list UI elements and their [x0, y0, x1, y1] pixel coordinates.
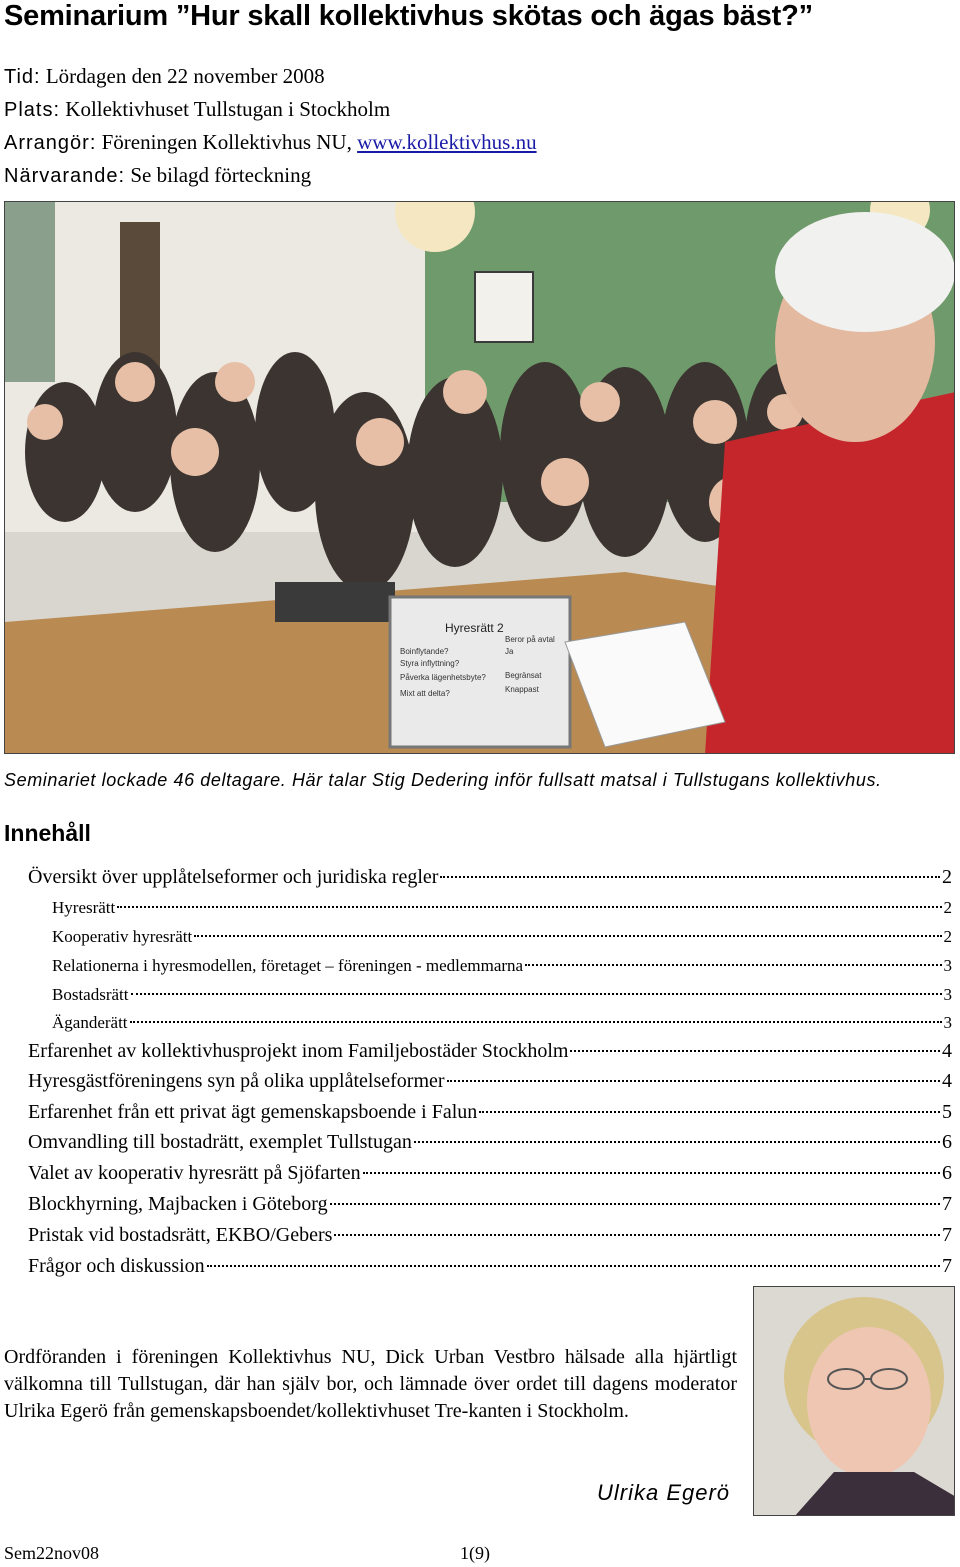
toc-entry-title: Omvandling till bostadrätt, exemplet Tullstugan [28, 1131, 412, 1153]
toc-leader-dots [131, 993, 942, 995]
toc-leader-dots [570, 1050, 940, 1052]
slide-right-0: Beror på avtal [505, 635, 555, 644]
portrait-photo [753, 1286, 955, 1516]
toc-entry-title: Valet av kooperativ hyresrätt på Sjöfarten [28, 1162, 361, 1184]
portrait-caption: Ulrika Egerö [597, 1480, 731, 1505]
toc-entry-title: Översikt över upplåtelseformer och juridiska regler [28, 866, 439, 888]
meta-narvarande [4, 163, 311, 188]
toc-entry-page: 6 [942, 1131, 952, 1153]
toc-entry-page: 2 [943, 898, 952, 917]
toc-entry-title: Kooperativ hyresrätt [52, 927, 193, 946]
toc-entry-page: 2 [942, 866, 952, 888]
slide-left-0: Boinflytande? [400, 647, 449, 656]
toc-entry-title: Erfarenhet av kollektivhusprojekt inom Familjebostäder Stockholm [28, 1040, 569, 1062]
toc-entry[interactable] [28, 1070, 952, 1093]
toc-entry-page: 5 [942, 1101, 952, 1123]
toc-leader-dots [363, 1172, 940, 1174]
toc-entry-title: Hyresgästföreningens syn på olika upplåtelseformer [28, 1070, 445, 1092]
toc-leader-dots [194, 935, 941, 937]
intro-paragraph: Ordföranden i föreningen Kollektivhus NU, Dick Urban Vestbro hälsade alla hjärtligt välkomna till Tullstugan, där han själv bor, och lämnade över ordet till dagens moderator Ulrika Egerö från gemenskapsboendet/kollektivhuset Tre-kanten i Stockholm. [4, 1346, 737, 1422]
slide-left-3: Mixt att delta? [400, 689, 450, 698]
seminar-photo [4, 201, 955, 754]
meta-narvarande-value: Se bilagd förteckning [130, 163, 312, 187]
toc-entry-page: 7 [942, 1193, 952, 1215]
slide-title: Hyresrätt 2 [445, 621, 504, 635]
footer-doc-id: Sem22nov08 [4, 1543, 100, 1563]
footer-page-number: 1(9) [460, 1543, 490, 1563]
toc-entry-title: Frågor och diskussion [28, 1255, 205, 1277]
toc-entry[interactable] [28, 1255, 952, 1278]
slide-right-2: Begränsat [505, 671, 542, 680]
meta-plats-label: Plats: [4, 99, 61, 121]
toc-entry-page: 7 [942, 1255, 952, 1277]
toc-entry[interactable] [28, 1131, 952, 1154]
slide-left-2: Påverka lägenhetsbyte? [400, 673, 486, 682]
toc-entry-title: Erfarenhet från ett privat ägt gemenskapsboende i Falun [28, 1101, 478, 1123]
portrait-illustration [754, 1287, 955, 1516]
toc-leader-dots [117, 906, 941, 908]
meta-arrangor-value: Föreningen Kollektivhus NU, [101, 130, 352, 154]
toc-leader-dots [440, 876, 940, 878]
toc-heading: Innehåll [4, 820, 91, 846]
toc-entry-page: 7 [942, 1224, 952, 1246]
slide-right-3: Knappast [505, 685, 539, 694]
photo-caption: Seminariet lockade 46 deltagare. Här talar Stig Dedering inför fullsatt matsal i Tullstugans kollektivhus. [4, 770, 882, 790]
meta-narvarande-label: Närvarande: [4, 165, 126, 187]
toc-entry[interactable] [52, 898, 952, 918]
toc-entry[interactable] [28, 1101, 952, 1124]
toc-entry-title: Blockhyrning, Majbacken i Göteborg [28, 1193, 328, 1215]
meta-tid-label: Tid: [4, 66, 41, 88]
toc-leader-dots [479, 1111, 940, 1113]
toc-entry-title: Relationerna i hyresmodellen, företaget – föreningen - medlemmarna [52, 956, 524, 975]
toc-leader-dots [330, 1203, 940, 1205]
toc-entry[interactable] [52, 956, 952, 976]
toc-entry-page: 4 [942, 1070, 952, 1092]
toc-leader-dots [447, 1080, 940, 1082]
toc-leader-dots [334, 1234, 940, 1236]
toc-entry-page: 3 [943, 1013, 952, 1032]
website-link[interactable]: www.kollektivhus.nu [357, 130, 537, 154]
page-title: Seminarium ”Hur skall kollektivhus skötas och ägas bäst?” [4, 0, 813, 32]
meta-tid-value: Lördagen den 22 november 2008 [45, 64, 325, 88]
toc-entry-title: Pristak vid bostadsrätt, EKBO/Gebers [28, 1224, 333, 1246]
toc-leader-dots [130, 1021, 942, 1023]
toc-leader-dots [525, 964, 941, 966]
toc-entry-page: 6 [942, 1162, 952, 1184]
meta-arrangor-label: Arrangör: [4, 132, 97, 154]
toc-entry[interactable] [28, 866, 952, 889]
toc-entry-title: Äganderätt [52, 1013, 128, 1032]
seminar-photo-illustration [5, 202, 955, 754]
toc-entry[interactable] [28, 1224, 952, 1247]
toc-entry-page: 3 [943, 985, 952, 1004]
toc-leader-dots [207, 1265, 940, 1267]
slide-left-1: Styra inflyttning? [400, 659, 460, 668]
slide-right-1: Ja [505, 647, 514, 656]
toc-entry[interactable] [52, 927, 952, 947]
meta-arrangor [4, 130, 537, 155]
toc-entry-title: Bostadsrätt [52, 985, 129, 1004]
toc-entry-page: 3 [943, 956, 952, 975]
meta-plats [4, 97, 390, 122]
toc-entry-page: 4 [942, 1040, 952, 1062]
toc-entry[interactable] [52, 1013, 952, 1033]
toc-entry[interactable] [28, 1193, 952, 1216]
toc-entry[interactable] [28, 1040, 952, 1063]
meta-tid [4, 64, 325, 89]
toc-entry-page: 2 [943, 927, 952, 946]
toc-entry[interactable] [28, 1162, 952, 1185]
meta-plats-value: Kollektivhuset Tullstugan i Stockholm [65, 97, 391, 121]
toc-entry-title: Hyresrätt [52, 898, 116, 917]
toc-leader-dots [414, 1141, 940, 1143]
toc-entry[interactable] [52, 985, 952, 1005]
